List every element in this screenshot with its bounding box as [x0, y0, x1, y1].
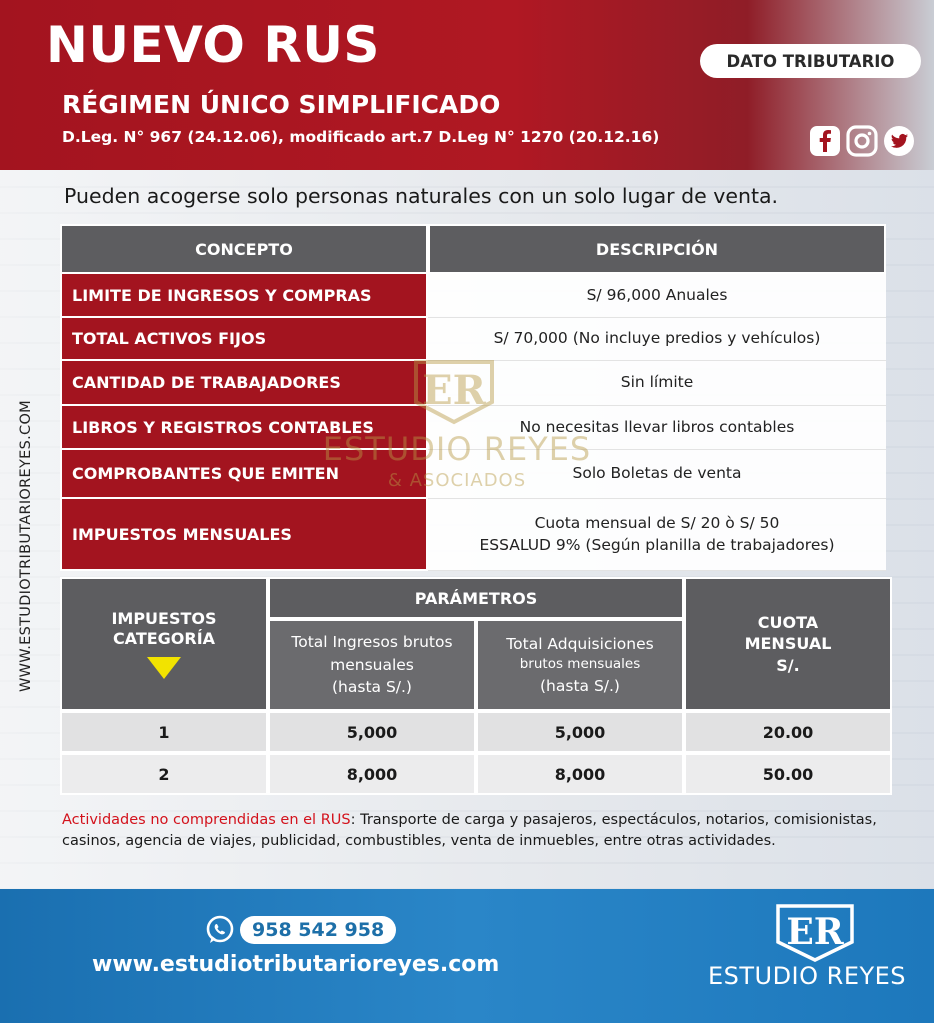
social-icons — [808, 124, 915, 157]
facebook-icon[interactable] — [808, 124, 841, 157]
header-adq-line: Total Adquisiciones — [506, 634, 654, 653]
row-label: LIBROS Y REGISTROS CONTABLES — [60, 406, 428, 450]
header-adquisiciones — [476, 619, 684, 711]
row-value: S/ 70,000 (No incluye predios y vehículos) — [428, 318, 886, 361]
svg-text:ER: ER — [786, 911, 844, 953]
row-label: COMPROBANTES QUE EMITEN — [60, 450, 428, 499]
header-descripcion: DESCRIPCIÓN — [428, 224, 886, 274]
concept-table — [60, 224, 886, 571]
row-1-ingresos: 5,000 — [268, 711, 476, 753]
note-lead: Actividades no comprendidas en el RUS — [62, 812, 351, 828]
page-title: NUEVO RUS — [46, 16, 380, 74]
header-cuota-line: S/. — [776, 655, 800, 675]
note-body: : Transporte de carga y pasajeros, espectáculos, notarios, comisionistas, casinos, agencia de viajes, publicidad, combustibles, venta de inmuebles, entre otras actividades. — [62, 812, 877, 850]
header-cuota-line: CUOTA — [757, 612, 819, 632]
concept-table-header — [60, 224, 886, 274]
website-link[interactable]: www.estudiotributarioreyes.com — [92, 952, 500, 977]
whatsapp-icon — [204, 914, 236, 946]
row-value-line: ESSALUD 9% (Según planilla de trabajadores) — [479, 535, 835, 554]
intro-text: Pueden acogerse solo personas naturales con un solo lugar de venta. — [64, 184, 779, 208]
row-value — [428, 499, 886, 571]
row-value: Solo Boletas de venta — [428, 450, 886, 499]
estudio-reyes-logo — [772, 902, 858, 962]
watermark-name: ESTUDIO REYES — [322, 430, 592, 468]
category-table — [60, 577, 892, 795]
header-ingresos-line: Total Ingresos brutos — [291, 633, 453, 652]
row-label: TOTAL ACTIVOS FIJOS — [60, 318, 428, 361]
header-concepto: CONCEPTO — [60, 224, 428, 274]
table-row — [60, 318, 886, 361]
row-value: No necesitas llevar libros contables — [428, 406, 886, 450]
row-label: LIMITE DE INGRESOS Y COMPRAS — [60, 274, 428, 318]
row-2-adq: 8,000 — [476, 753, 684, 795]
header-banner — [0, 0, 934, 170]
svg-text:ER: ER — [422, 367, 486, 414]
header-parametros: PARÁMETROS — [268, 577, 684, 619]
table-row — [60, 499, 886, 571]
watermark-sub: & ASOCIADOS — [387, 470, 527, 491]
row-value: Sin límite — [428, 361, 886, 406]
table-row — [60, 406, 886, 450]
twitter-icon[interactable] — [882, 124, 915, 157]
triangle-down-icon — [147, 657, 181, 679]
excluded-activities-note — [62, 810, 912, 852]
phone-number: 958 542 958 — [240, 916, 396, 944]
side-url — [16, 378, 36, 718]
dato-tributario-badge: DATO TRIBUTARIO — [700, 44, 921, 78]
header-adq-line: (hasta S/.) — [540, 676, 620, 695]
row-1-cuota: 20.00 — [684, 711, 892, 753]
legal-reference: D.Leg. N° 967 (24.12.06), modificado art.7 D.Leg N° 1270 (20.12.16) — [62, 128, 660, 146]
row-label: IMPUESTOS MENSUALES — [60, 499, 428, 571]
table-row — [60, 274, 886, 318]
footer-brand-name: ESTUDIO REYES — [707, 962, 907, 990]
header-categoria-line: CATEGORÍA — [112, 629, 216, 648]
header-ingresos-line: (hasta S/.) — [332, 678, 412, 697]
header-categoria — [60, 577, 268, 711]
instagram-icon[interactable] — [845, 124, 878, 157]
side-url-text: WWW.ESTUDIOTRIBUTARIOREYES.COM — [18, 400, 34, 692]
page-subtitle: RÉGIMEN ÚNICO SIMPLIFICADO — [62, 90, 501, 119]
header-cuota-line: MENSUAL — [744, 634, 832, 654]
row-2-ingresos: 8,000 — [268, 753, 476, 795]
row-value-line: Cuota mensual de S/ 20 ò S/ 50 — [534, 513, 780, 532]
header-ingresos — [268, 619, 476, 711]
header-categoria-line: IMPUESTOS — [111, 609, 217, 628]
header-cuota — [684, 577, 892, 711]
row-value: S/ 96,000 Anuales — [428, 274, 886, 318]
table-row — [60, 361, 886, 406]
header-adq-line: brutos mensuales — [519, 656, 641, 673]
row-label: CANTIDAD DE TRABAJADORES — [60, 361, 428, 406]
row-2-cuota: 50.00 — [684, 753, 892, 795]
row-2-cat: 2 — [60, 753, 268, 795]
header-ingresos-line: mensuales — [330, 655, 414, 674]
row-1-adq: 5,000 — [476, 711, 684, 753]
phone-contact[interactable] — [204, 914, 396, 946]
table-row — [60, 450, 886, 499]
row-1-cat: 1 — [60, 711, 268, 753]
